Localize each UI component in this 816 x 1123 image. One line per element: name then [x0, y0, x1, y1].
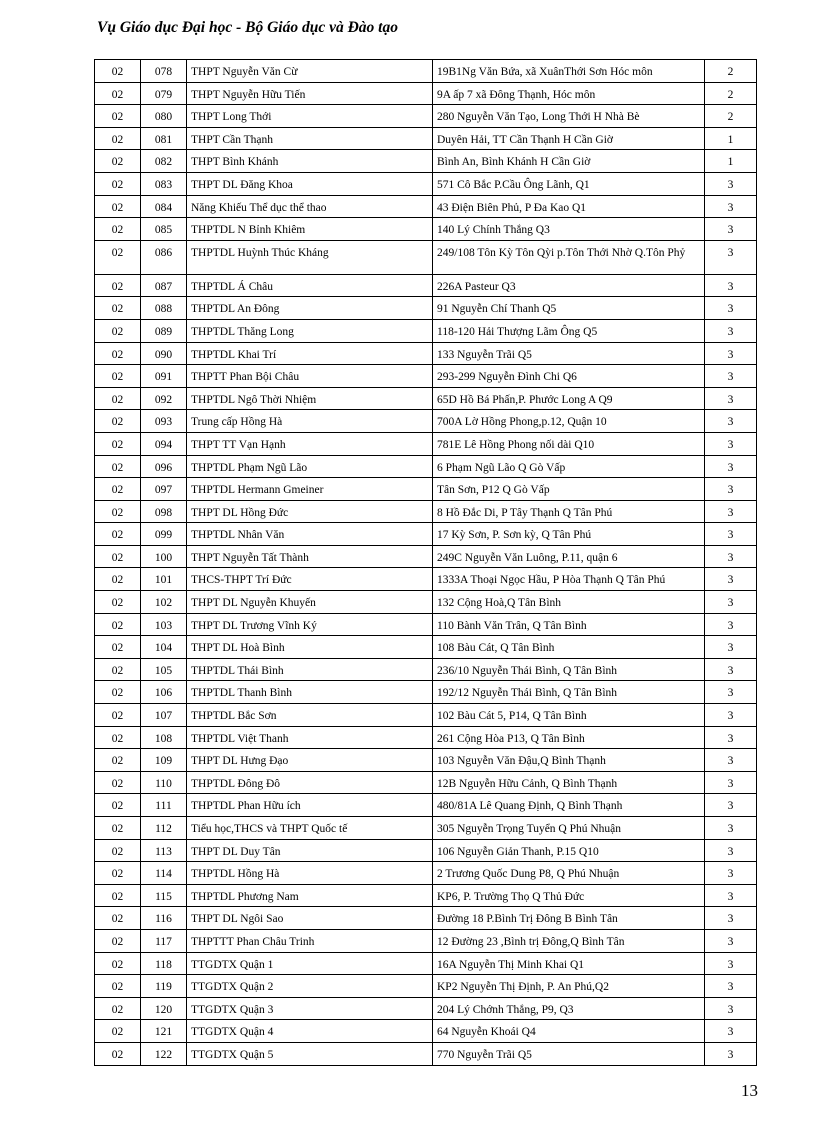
school-address: 64 Nguyễn Khoái Q4 — [433, 1020, 705, 1043]
school-code: 115 — [141, 884, 187, 907]
area-code: 3 — [705, 997, 757, 1020]
region-code: 02 — [95, 150, 141, 173]
school-address: 132 Cộng Hoà,Q Tân Bình — [433, 591, 705, 614]
area-code: 3 — [705, 929, 757, 952]
school-code: 078 — [141, 60, 187, 83]
school-name: THPTDL Bắc Sơn — [187, 704, 433, 727]
table-row — [95, 952, 757, 975]
table-row — [95, 929, 757, 952]
school-code: 079 — [141, 82, 187, 105]
school-name: THPTDL Ngô Thời Nhiệm — [187, 387, 433, 410]
region-code: 02 — [95, 681, 141, 704]
table-row — [95, 82, 757, 105]
area-code: 1 — [705, 150, 757, 173]
school-address: 261 Cộng Hòa P13, Q Tân Bình — [433, 726, 705, 749]
school-code: 086 — [141, 240, 187, 274]
school-name: THPTDL Thái Bình — [187, 658, 433, 681]
region-code: 02 — [95, 658, 141, 681]
area-code: 3 — [705, 771, 757, 794]
table-row — [95, 545, 757, 568]
school-name: THPT DL Đăng Khoa — [187, 172, 433, 195]
table-row — [95, 1020, 757, 1043]
school-name: THPT Long Thới — [187, 105, 433, 128]
school-name: THPT Nguyễn Văn Cừ — [187, 60, 433, 83]
table-row — [95, 365, 757, 388]
school-address: 8 Hồ Đắc Di, P Tây Thạnh Q Tân Phú — [433, 500, 705, 523]
school-code: 110 — [141, 771, 187, 794]
school-code: 108 — [141, 726, 187, 749]
school-code: 122 — [141, 1042, 187, 1065]
school-address: 1333A Thoại Ngọc Hầu, P Hòa Thạnh Q Tân Phú — [433, 568, 705, 591]
table-row — [95, 862, 757, 885]
school-code: 081 — [141, 127, 187, 150]
school-address: 293-299 Nguyễn Đình Chi Q6 — [433, 365, 705, 388]
region-code: 02 — [95, 432, 141, 455]
table-row — [95, 771, 757, 794]
school-address: 91 Nguyễn Chí Thanh Q5 — [433, 297, 705, 320]
area-code: 2 — [705, 60, 757, 83]
table-row — [95, 749, 757, 772]
school-address: Duyên Hải, TT Cần Thạnh H Cần Giờ — [433, 127, 705, 150]
school-name: THPT DL Duy Tân — [187, 839, 433, 862]
table-row — [95, 568, 757, 591]
region-code: 02 — [95, 929, 141, 952]
school-code: 089 — [141, 319, 187, 342]
school-code: 113 — [141, 839, 187, 862]
school-address: 6 Phạm Ngũ Lão Q Gò Vấp — [433, 455, 705, 478]
school-name: THPTDL Đông Đô — [187, 771, 433, 794]
school-code: 084 — [141, 195, 187, 218]
school-code: 116 — [141, 907, 187, 930]
table-row — [95, 387, 757, 410]
region-code: 02 — [95, 704, 141, 727]
region-code: 02 — [95, 342, 141, 365]
region-code: 02 — [95, 1020, 141, 1043]
school-address: Bình An, Bình Khánh H Cần Giờ — [433, 150, 705, 173]
school-address: 280 Nguyễn Văn Tạo, Long Thới H Nhà Bè — [433, 105, 705, 128]
school-name: THPTDL Á Châu — [187, 274, 433, 297]
school-name: THPTDL N Bỉnh Khiêm — [187, 218, 433, 241]
school-address: 110 Bành Văn Trân, Q Tân Bình — [433, 613, 705, 636]
school-code: 090 — [141, 342, 187, 365]
school-address: 236/10 Nguyễn Thái Bình, Q Tân Bình — [433, 658, 705, 681]
region-code: 02 — [95, 794, 141, 817]
table-row — [95, 297, 757, 320]
area-code: 3 — [705, 907, 757, 930]
school-address: 12B Nguyễn Hữu Cảnh, Q Bình Thạnh — [433, 771, 705, 794]
region-code: 02 — [95, 274, 141, 297]
area-code: 3 — [705, 365, 757, 388]
area-code: 3 — [705, 1020, 757, 1043]
school-address: 65D Hồ Bá Phấn,P. Phước Long A Q9 — [433, 387, 705, 410]
school-address: 140 Lý Chính Thắng Q3 — [433, 218, 705, 241]
table-row — [95, 432, 757, 455]
table-row — [95, 839, 757, 862]
school-address: 118-120 Hải Thượng Lãm Ông Q5 — [433, 319, 705, 342]
region-code: 02 — [95, 884, 141, 907]
table-row — [95, 1042, 757, 1065]
school-name: THPT DL Ngôi Sao — [187, 907, 433, 930]
school-address: 103 Nguyễn Văn Đậu,Q Bình Thạnh — [433, 749, 705, 772]
region-code: 02 — [95, 500, 141, 523]
region-code: 02 — [95, 60, 141, 83]
area-code: 3 — [705, 749, 757, 772]
region-code: 02 — [95, 82, 141, 105]
region-code: 02 — [95, 952, 141, 975]
school-name: THPT Nguyễn Hữu Tiến — [187, 82, 433, 105]
table-row — [95, 681, 757, 704]
table-row — [95, 907, 757, 930]
table-row — [95, 150, 757, 173]
area-code: 3 — [705, 704, 757, 727]
school-code: 100 — [141, 545, 187, 568]
region-code: 02 — [95, 410, 141, 433]
region-code: 02 — [95, 613, 141, 636]
school-code: 103 — [141, 613, 187, 636]
school-address: 2 Trương Quốc Dung P8, Q Phú Nhuận — [433, 862, 705, 885]
region-code: 02 — [95, 907, 141, 930]
school-code: 120 — [141, 997, 187, 1020]
table-row — [95, 884, 757, 907]
school-table — [94, 59, 757, 1066]
region-code: 02 — [95, 749, 141, 772]
school-name: TTGDTX Quận 3 — [187, 997, 433, 1020]
area-code: 3 — [705, 218, 757, 241]
region-code: 02 — [95, 975, 141, 998]
area-code: 3 — [705, 500, 757, 523]
school-name: THPTDL Phương Nam — [187, 884, 433, 907]
table-row — [95, 726, 757, 749]
table-row — [95, 658, 757, 681]
school-name: THPTDL Khai Trí — [187, 342, 433, 365]
area-code: 3 — [705, 1042, 757, 1065]
region-code: 02 — [95, 319, 141, 342]
school-name: THPTDL Phan Hữu ích — [187, 794, 433, 817]
region-code: 02 — [95, 591, 141, 614]
area-code: 3 — [705, 172, 757, 195]
school-address: 204 Lý Chớnh Thắng, P9, Q3 — [433, 997, 705, 1020]
school-code: 082 — [141, 150, 187, 173]
region-code: 02 — [95, 240, 141, 274]
school-code: 094 — [141, 432, 187, 455]
school-name: THPTDL Hồng Hà — [187, 862, 433, 885]
school-address: 305 Nguyễn Trọng Tuyển Q Phú Nhuận — [433, 817, 705, 840]
school-address: 102 Bàu Cát 5, P14, Q Tân Bình — [433, 704, 705, 727]
school-name: THPT Nguyễn Tất Thành — [187, 545, 433, 568]
area-code: 3 — [705, 975, 757, 998]
region-code: 02 — [95, 218, 141, 241]
region-code: 02 — [95, 478, 141, 501]
area-code: 3 — [705, 297, 757, 320]
table-row — [95, 704, 757, 727]
area-code: 3 — [705, 681, 757, 704]
school-address: 133 Nguyễn Trãi Q5 — [433, 342, 705, 365]
region-code: 02 — [95, 568, 141, 591]
area-code: 3 — [705, 817, 757, 840]
school-address: 43 Điện Biên Phủ, P Đa Kao Q1 — [433, 195, 705, 218]
school-code: 119 — [141, 975, 187, 998]
school-code: 111 — [141, 794, 187, 817]
area-code: 3 — [705, 387, 757, 410]
school-name: THPTDL Phạm Ngũ Lão — [187, 455, 433, 478]
school-address: 770 Nguyễn Trãi Q5 — [433, 1042, 705, 1065]
region-code: 02 — [95, 387, 141, 410]
area-code: 3 — [705, 568, 757, 591]
table-row — [95, 195, 757, 218]
school-address: KP6, P. Trường Thọ Q Thủ Đức — [433, 884, 705, 907]
school-code: 099 — [141, 523, 187, 546]
school-name: THPTDL Thăng Long — [187, 319, 433, 342]
region-code: 02 — [95, 172, 141, 195]
school-address: Tân Sơn, P12 Q Gò Vấp — [433, 478, 705, 501]
region-code: 02 — [95, 771, 141, 794]
school-code: 114 — [141, 862, 187, 885]
school-name: THPT Cần Thạnh — [187, 127, 433, 150]
school-address: 571 Cô Bắc P.Cầu Ông Lãnh, Q1 — [433, 172, 705, 195]
school-address: KP2 Nguyễn Thị Định, P. An Phú,Q2 — [433, 975, 705, 998]
table-row — [95, 613, 757, 636]
area-code: 2 — [705, 82, 757, 105]
table-row — [95, 794, 757, 817]
school-name: THPTDL An Đông — [187, 297, 433, 320]
table-row — [95, 410, 757, 433]
region-code: 02 — [95, 455, 141, 478]
area-code: 3 — [705, 726, 757, 749]
school-name: TTGDTX Quận 1 — [187, 952, 433, 975]
school-name: Năng Khiếu Thể dục thể thao — [187, 195, 433, 218]
school-code: 105 — [141, 658, 187, 681]
area-code: 3 — [705, 591, 757, 614]
school-address: 16A Nguyễn Thị Minh Khai Q1 — [433, 952, 705, 975]
school-name: THPTDL Hermann Gmeiner — [187, 478, 433, 501]
school-name: THPT DL Trương Vĩnh Ký — [187, 613, 433, 636]
page-header: Vụ Giáo dục Đại học - Bộ Giáo dục và Đào tạo — [97, 19, 398, 36]
region-code: 02 — [95, 862, 141, 885]
school-code: 117 — [141, 929, 187, 952]
page-number: 13 — [741, 1081, 758, 1100]
table-row — [95, 127, 757, 150]
area-code: 3 — [705, 319, 757, 342]
school-name: THPTDL Thanh Bình — [187, 681, 433, 704]
area-code: 3 — [705, 794, 757, 817]
school-code: 101 — [141, 568, 187, 591]
school-code: 102 — [141, 591, 187, 614]
table-row — [95, 342, 757, 365]
region-code: 02 — [95, 297, 141, 320]
area-code: 3 — [705, 658, 757, 681]
table-row — [95, 500, 757, 523]
school-code: 080 — [141, 105, 187, 128]
area-code: 3 — [705, 274, 757, 297]
table-row — [95, 274, 757, 297]
school-code: 096 — [141, 455, 187, 478]
school-name: Trung cấp Hồng Hà — [187, 410, 433, 433]
school-name: TTGDTX Quận 5 — [187, 1042, 433, 1065]
school-code: 098 — [141, 500, 187, 523]
region-code: 02 — [95, 105, 141, 128]
area-code: 3 — [705, 523, 757, 546]
region-code: 02 — [95, 365, 141, 388]
area-code: 3 — [705, 342, 757, 365]
school-name: THPTT Phan Bội Châu — [187, 365, 433, 388]
area-code: 3 — [705, 636, 757, 659]
school-code: 097 — [141, 478, 187, 501]
school-code: 092 — [141, 387, 187, 410]
table-row — [95, 817, 757, 840]
school-name: THPT TT Vạn Hạnh — [187, 432, 433, 455]
table-row — [95, 240, 757, 274]
school-name: THPT Bình Khánh — [187, 150, 433, 173]
table-row — [95, 455, 757, 478]
school-address: 12 Đường 23 ,Bình trị Đông,Q Bình Tân — [433, 929, 705, 952]
area-code: 3 — [705, 432, 757, 455]
school-name: TTGDTX Quận 2 — [187, 975, 433, 998]
region-code: 02 — [95, 636, 141, 659]
school-name: THPTDL Nhân Văn — [187, 523, 433, 546]
region-code: 02 — [95, 997, 141, 1020]
school-name: THPTDL Việt Thanh — [187, 726, 433, 749]
region-code: 02 — [95, 839, 141, 862]
school-name: THCS-THPT Trí Đức — [187, 568, 433, 591]
school-address: 781E Lê Hồng Phong nối dài Q10 — [433, 432, 705, 455]
school-address: 226A Pasteur Q3 — [433, 274, 705, 297]
table-row — [95, 997, 757, 1020]
school-address: 17 Kỳ Sơn, P. Sơn kỳ, Q Tân Phú — [433, 523, 705, 546]
area-code: 3 — [705, 952, 757, 975]
school-code: 112 — [141, 817, 187, 840]
school-address: 106 Nguyễn Giản Thanh, P.15 Q10 — [433, 839, 705, 862]
school-name: THPT DL Nguyễn Khuyến — [187, 591, 433, 614]
region-code: 02 — [95, 545, 141, 568]
school-code: 093 — [141, 410, 187, 433]
school-address: 108 Bàu Cát, Q Tân Bình — [433, 636, 705, 659]
school-name: THPTDL Huỳnh Thúc Kháng — [187, 240, 433, 274]
area-code: 1 — [705, 127, 757, 150]
school-address: 480/81A Lê Quang Định, Q Bình Thạnh — [433, 794, 705, 817]
area-code: 3 — [705, 545, 757, 568]
school-address: 700A Lờ Hồng Phong,p.12, Quận 10 — [433, 410, 705, 433]
area-code: 3 — [705, 240, 757, 274]
school-code: 106 — [141, 681, 187, 704]
school-code: 083 — [141, 172, 187, 195]
area-code: 3 — [705, 455, 757, 478]
school-name: THPTTT Phan Châu Trinh — [187, 929, 433, 952]
school-address: 249C Nguyễn Văn Luông, P.11, quận 6 — [433, 545, 705, 568]
school-name: TTGDTX Quận 4 — [187, 1020, 433, 1043]
region-code: 02 — [95, 1042, 141, 1065]
school-name: THPT DL Hồng Đức — [187, 500, 433, 523]
area-code: 3 — [705, 839, 757, 862]
school-name: Tiểu học,THCS và THPT Quốc tế — [187, 817, 433, 840]
table-row — [95, 172, 757, 195]
area-code: 3 — [705, 613, 757, 636]
school-code: 087 — [141, 274, 187, 297]
school-code: 121 — [141, 1020, 187, 1043]
table-row — [95, 218, 757, 241]
school-address: Đường 18 P.Bình Trị Đông B Bình Tân — [433, 907, 705, 930]
table-row — [95, 591, 757, 614]
school-code: 107 — [141, 704, 187, 727]
table-row — [95, 60, 757, 83]
school-address: 19B1Ng Văn Bứa, xã XuânThới Sơn Hóc môn — [433, 60, 705, 83]
region-code: 02 — [95, 817, 141, 840]
school-address: 192/12 Nguyễn Thái Bình, Q Tân Bình — [433, 681, 705, 704]
region-code: 02 — [95, 726, 141, 749]
table-row — [95, 319, 757, 342]
school-address: 9A ấp 7 xã Đông Thạnh, Hóc môn — [433, 82, 705, 105]
region-code: 02 — [95, 127, 141, 150]
school-code: 085 — [141, 218, 187, 241]
region-code: 02 — [95, 523, 141, 546]
area-code: 3 — [705, 862, 757, 885]
table-row — [95, 478, 757, 501]
school-code: 109 — [141, 749, 187, 772]
school-code: 088 — [141, 297, 187, 320]
school-name: THPT DL Hoà Bình — [187, 636, 433, 659]
area-code: 2 — [705, 105, 757, 128]
school-name: THPT DL Hưng Đạo — [187, 749, 433, 772]
area-code: 3 — [705, 410, 757, 433]
area-code: 3 — [705, 884, 757, 907]
table-row — [95, 975, 757, 998]
area-code: 3 — [705, 195, 757, 218]
school-code: 091 — [141, 365, 187, 388]
region-code: 02 — [95, 195, 141, 218]
table-row — [95, 636, 757, 659]
area-code: 3 — [705, 478, 757, 501]
school-code: 118 — [141, 952, 187, 975]
table-row — [95, 523, 757, 546]
school-address: 249/108 Tôn Kỳ Tôn Qỳi p.Tôn Thới Nhờ Q.Tôn Phỷ — [433, 240, 705, 274]
table-row — [95, 105, 757, 128]
school-code: 104 — [141, 636, 187, 659]
